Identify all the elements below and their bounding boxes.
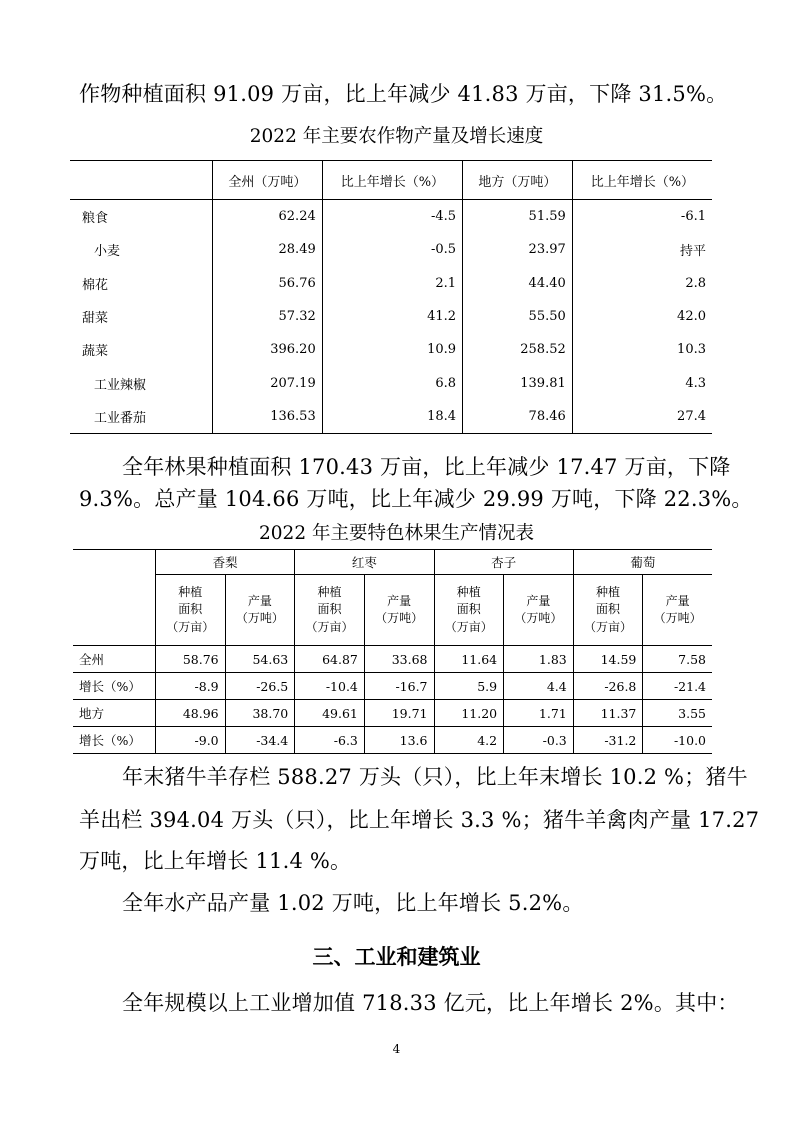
sub-header-area: 种植 面积 （万亩） bbox=[295, 575, 365, 646]
table-cell: 3.55 bbox=[643, 700, 712, 727]
table-cell: 44.40 bbox=[463, 267, 573, 300]
row-label: 蔬菜 bbox=[82, 344, 109, 360]
table-cell: -0.3 bbox=[504, 727, 574, 754]
row-label: 增长（%） bbox=[73, 727, 156, 754]
table-row bbox=[70, 267, 712, 300]
table-cell: -10.4 bbox=[295, 673, 365, 700]
row-label: 粮食 bbox=[82, 211, 109, 227]
corner-cell bbox=[73, 550, 156, 646]
paragraph-livestock-line3: 万吨，比上年增长 11.4 %。 bbox=[79, 849, 352, 873]
table-cell: 58.76 bbox=[156, 646, 226, 673]
table-cell: -16.7 bbox=[364, 673, 434, 700]
table-row bbox=[70, 300, 712, 333]
table-cell: 207.19 bbox=[213, 366, 323, 399]
table-cell: -26.8 bbox=[573, 673, 643, 700]
sub-header-area: 种植 面积 （万亩） bbox=[156, 575, 226, 646]
table-cell: 41.2 bbox=[322, 300, 462, 333]
row-label: 地方 bbox=[73, 700, 156, 727]
table-cell: 1.83 bbox=[504, 646, 574, 673]
crop-output-table bbox=[70, 160, 712, 434]
table-cell: 54.63 bbox=[225, 646, 295, 673]
sub-header-output: 产量 （万吨） bbox=[643, 575, 712, 646]
group-header: 葡萄 bbox=[573, 550, 712, 575]
table-row bbox=[70, 366, 712, 399]
table-cell: 18.4 bbox=[322, 400, 462, 434]
table2-title: 2022 年主要特色林果生产情况表 bbox=[259, 523, 534, 544]
sub-header-output: 产量 （万吨） bbox=[225, 575, 295, 646]
table-cell: 2.1 bbox=[322, 267, 462, 300]
table-cell: 10.9 bbox=[322, 333, 462, 366]
table-cell: -4.5 bbox=[322, 200, 462, 234]
row-label: 甜菜 bbox=[82, 311, 109, 327]
table-cell: 27.4 bbox=[572, 400, 712, 434]
sub-header-area: 种植 面积 （万亩） bbox=[434, 575, 504, 646]
table-cell: 4.2 bbox=[434, 727, 504, 754]
section-heading: 三、工业和建筑业 bbox=[312, 944, 481, 969]
table-header-row bbox=[70, 161, 712, 200]
table-cell: 33.68 bbox=[364, 646, 434, 673]
table-cell: 51.59 bbox=[463, 200, 573, 234]
table-group-header-row bbox=[73, 550, 712, 575]
table-cell: 62.24 bbox=[213, 200, 323, 234]
group-header: 香梨 bbox=[156, 550, 295, 575]
table-row bbox=[70, 400, 712, 434]
table-cell: 1.71 bbox=[504, 700, 574, 727]
table-cell: -6.1 bbox=[572, 200, 712, 234]
table-cell: 258.52 bbox=[463, 333, 573, 366]
table-cell: 11.64 bbox=[434, 646, 504, 673]
table-row bbox=[73, 673, 712, 700]
table-cell: 28.49 bbox=[213, 233, 323, 266]
paragraph-industry: 全年规模以上工业增加值 718.33 亿元，比上年增长 2%。其中： bbox=[122, 991, 739, 1015]
sub-header-output: 产量 （万吨） bbox=[504, 575, 574, 646]
table-cell: -31.2 bbox=[573, 727, 643, 754]
table-cell: -6.3 bbox=[295, 727, 365, 754]
table-cell: 5.9 bbox=[434, 673, 504, 700]
row-label: 小麦 bbox=[94, 244, 121, 260]
table-row bbox=[73, 700, 712, 727]
table-cell: 14.59 bbox=[573, 646, 643, 673]
table-cell: 23.97 bbox=[463, 233, 573, 266]
row-label: 全州 bbox=[73, 646, 156, 673]
sub-header-area: 种植 面积 （万亩） bbox=[573, 575, 643, 646]
group-header: 红枣 bbox=[295, 550, 434, 575]
table-cell: -34.4 bbox=[225, 727, 295, 754]
table-row bbox=[73, 727, 712, 754]
paragraph-livestock-line2: 羊出栏 394.04 万头（只），比上年增长 3.3 %；猪牛羊禽肉产量 17.27 bbox=[79, 808, 760, 832]
sub-header-output: 产量 （万吨） bbox=[364, 575, 434, 646]
table-row bbox=[70, 333, 712, 366]
row-label: 棉花 bbox=[82, 277, 109, 293]
table-cell: 6.8 bbox=[322, 366, 462, 399]
table-cell: 56.76 bbox=[213, 267, 323, 300]
page-number: 4 bbox=[392, 1042, 401, 1056]
table-cell: 49.61 bbox=[295, 700, 365, 727]
header-cell: 比上年增长（%） bbox=[572, 161, 712, 200]
table-cell: 4.4 bbox=[504, 673, 574, 700]
table-cell: 10.3 bbox=[572, 333, 712, 366]
table-cell: 38.70 bbox=[225, 700, 295, 727]
paragraph-forest-line1: 全年林果种植面积 170.43 万亩，比上年减少 17.47 万亩，下降 bbox=[122, 455, 731, 479]
table-cell: -9.0 bbox=[156, 727, 226, 754]
table-cell: -8.9 bbox=[156, 673, 226, 700]
table1-title: 2022 年主要农作物产量及增长速度 bbox=[249, 126, 544, 147]
table-cell: 19.71 bbox=[364, 700, 434, 727]
paragraph-aquatic: 全年水产品产量 1.02 万吨，比上年增长 5.2%。 bbox=[122, 891, 584, 915]
table-cell: -0.5 bbox=[322, 233, 462, 266]
header-cell: 比上年增长（%） bbox=[322, 161, 462, 200]
table-cell: -21.4 bbox=[643, 673, 712, 700]
table-row bbox=[70, 233, 712, 266]
table-cell: 136.53 bbox=[213, 400, 323, 434]
table-row bbox=[73, 646, 712, 673]
paragraph-forest-line2: 9.3%。总产量 104.66 万吨，比上年减少 29.99 万吨，下降 22.3%。 bbox=[79, 487, 753, 511]
table-cell: 48.96 bbox=[156, 700, 226, 727]
table-cell: 57.32 bbox=[213, 300, 323, 333]
table-cell: 64.87 bbox=[295, 646, 365, 673]
fruit-production-table bbox=[73, 549, 712, 754]
row-label: 工业辣椒 bbox=[94, 377, 147, 393]
table-cell: 42.0 bbox=[572, 300, 712, 333]
header-cell bbox=[70, 161, 213, 200]
table-cell: 11.37 bbox=[573, 700, 643, 727]
table-cell: 55.50 bbox=[463, 300, 573, 333]
table-cell: 2.8 bbox=[572, 267, 712, 300]
table-cell: 78.46 bbox=[463, 400, 573, 434]
table-cell: 持平 bbox=[572, 233, 712, 266]
table-cell: 4.3 bbox=[572, 366, 712, 399]
row-label: 增长（%） bbox=[73, 673, 156, 700]
group-header: 杏子 bbox=[434, 550, 573, 575]
row-label: 工业番茄 bbox=[94, 410, 147, 426]
paragraph-crop-area: 作物种植面积 91.09 万亩，比上年减少 41.83 万亩，下降 31.5%。 bbox=[79, 82, 728, 106]
table-sub-header-row bbox=[73, 575, 712, 646]
table-cell: -10.0 bbox=[643, 727, 712, 754]
table-cell: 139.81 bbox=[463, 366, 573, 399]
table-row bbox=[70, 200, 712, 234]
paragraph-livestock-line1: 年末猪牛羊存栏 588.27 万头（只），比上年末增长 10.2 %；猪牛 bbox=[122, 765, 748, 789]
table-cell: 11.20 bbox=[434, 700, 504, 727]
header-cell: 地方（万吨） bbox=[463, 161, 573, 200]
table-cell: 13.6 bbox=[364, 727, 434, 754]
table-cell: -26.5 bbox=[225, 673, 295, 700]
table-cell: 396.20 bbox=[213, 333, 323, 366]
header-cell: 全州（万吨） bbox=[213, 161, 323, 200]
table-cell: 7.58 bbox=[643, 646, 712, 673]
